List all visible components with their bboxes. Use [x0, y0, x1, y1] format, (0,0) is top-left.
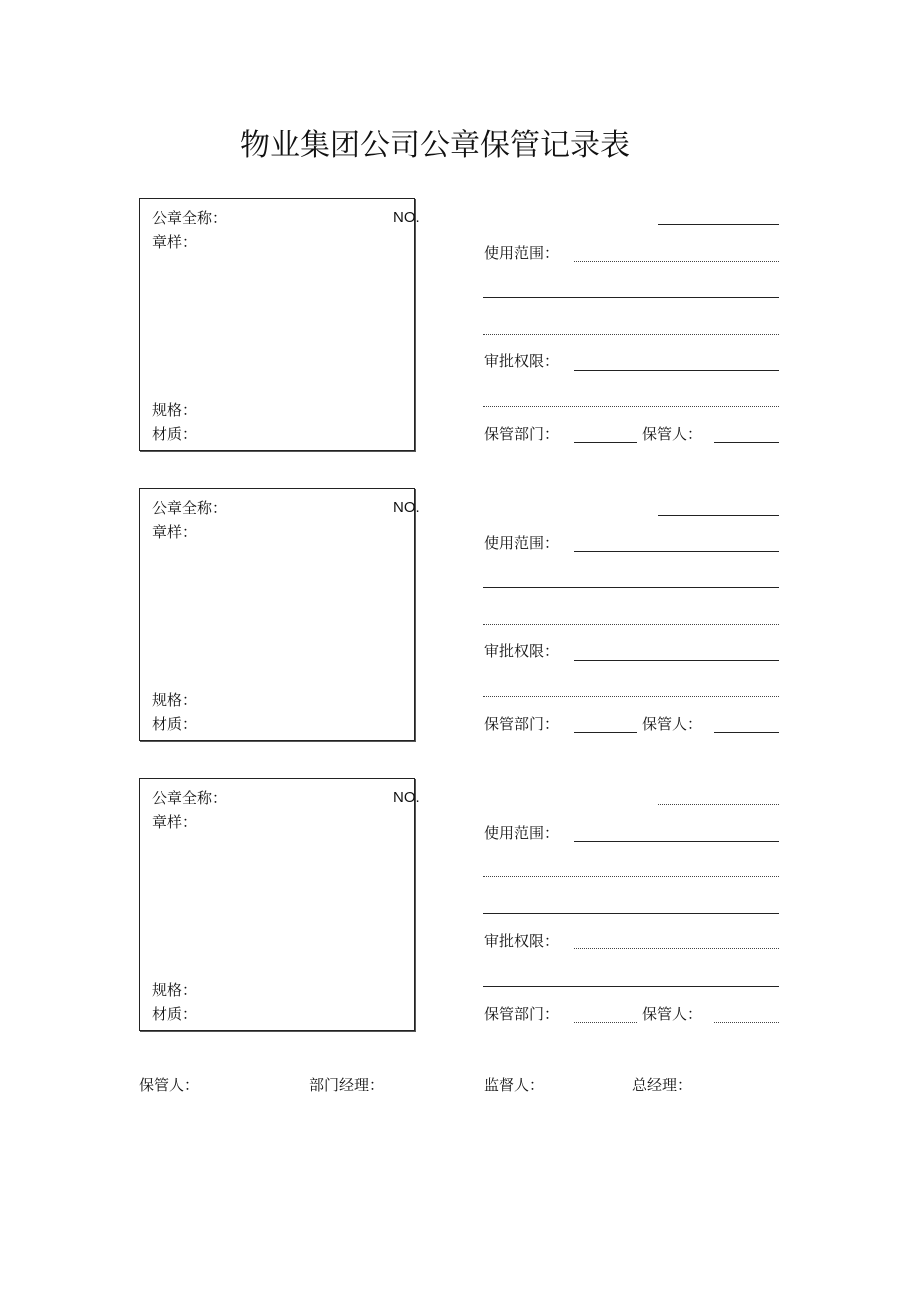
no-label: NO. — [393, 209, 420, 226]
spec-label: 规格： — [152, 691, 198, 709]
no-field-line[interactable] — [658, 804, 779, 805]
usage-scope-label: 使用范围： — [484, 534, 560, 552]
signature-department-manager: 部门经理： — [309, 1076, 385, 1094]
sample-label: 章样： — [152, 523, 198, 541]
usage-scope-label: 使用范围： — [484, 824, 560, 842]
custodian-field[interactable] — [714, 442, 779, 443]
custodian-label: 保管人： — [642, 1005, 703, 1023]
usage-scope-field[interactable] — [574, 841, 779, 842]
full-name-label: 公章全称： — [152, 789, 228, 807]
custody-department-label: 保管部门： — [484, 715, 560, 733]
signature-custodian: 保管人： — [139, 1076, 200, 1094]
sample-label: 章样： — [152, 233, 198, 251]
custody-department-field[interactable] — [574, 442, 637, 443]
signature-general-manager: 总经理： — [632, 1076, 693, 1094]
approval-authority-line-2[interactable] — [483, 696, 779, 697]
custodian-label: 保管人： — [642, 425, 703, 443]
usage-scope-line-3[interactable] — [483, 624, 779, 625]
usage-scope-field[interactable] — [574, 261, 779, 262]
custody-department-field[interactable] — [574, 732, 637, 733]
no-label: NO. — [393, 789, 420, 806]
spec-label: 规格： — [152, 981, 198, 999]
material-label: 材质： — [152, 425, 198, 443]
page-title: 物业集团公司公章保管记录表 — [240, 128, 630, 163]
full-name-label: 公章全称： — [152, 209, 228, 227]
no-label: NO. — [393, 499, 420, 516]
no-field-line[interactable] — [658, 224, 779, 225]
usage-scope-label: 使用范围： — [484, 244, 560, 262]
custodian-field[interactable] — [714, 1022, 779, 1023]
usage-scope-line-3[interactable] — [483, 913, 779, 914]
approval-authority-label: 审批权限： — [484, 932, 560, 950]
usage-scope-line-3[interactable] — [483, 334, 779, 335]
approval-authority-field[interactable] — [574, 948, 779, 949]
usage-scope-field[interactable] — [574, 551, 779, 552]
no-field-line[interactable] — [658, 515, 779, 516]
usage-scope-line-2[interactable] — [483, 297, 779, 298]
custody-department-field[interactable] — [574, 1022, 637, 1023]
usage-scope-line-2[interactable] — [483, 587, 779, 588]
sample-label: 章样： — [152, 813, 198, 831]
approval-authority-label: 审批权限： — [484, 352, 560, 370]
material-label: 材质： — [152, 715, 198, 733]
approval-authority-field[interactable] — [574, 660, 779, 661]
approval-authority-label: 审批权限： — [484, 642, 560, 660]
seal-record — [0, 198, 920, 458]
custodian-field[interactable] — [714, 732, 779, 733]
usage-scope-line-2[interactable] — [483, 876, 779, 877]
custodian-label: 保管人： — [642, 715, 703, 733]
approval-authority-line-2[interactable] — [483, 406, 779, 407]
approval-authority-field[interactable] — [574, 370, 779, 371]
custody-department-label: 保管部门： — [484, 1005, 560, 1023]
approval-authority-line-2[interactable] — [483, 986, 779, 987]
spec-label: 规格： — [152, 401, 198, 419]
custody-department-label: 保管部门： — [484, 425, 560, 443]
full-name-label: 公章全称： — [152, 499, 228, 517]
seal-record — [0, 778, 920, 1038]
material-label: 材质： — [152, 1005, 198, 1023]
signature-supervisor: 监督人： — [484, 1076, 545, 1094]
seal-record — [0, 488, 920, 748]
